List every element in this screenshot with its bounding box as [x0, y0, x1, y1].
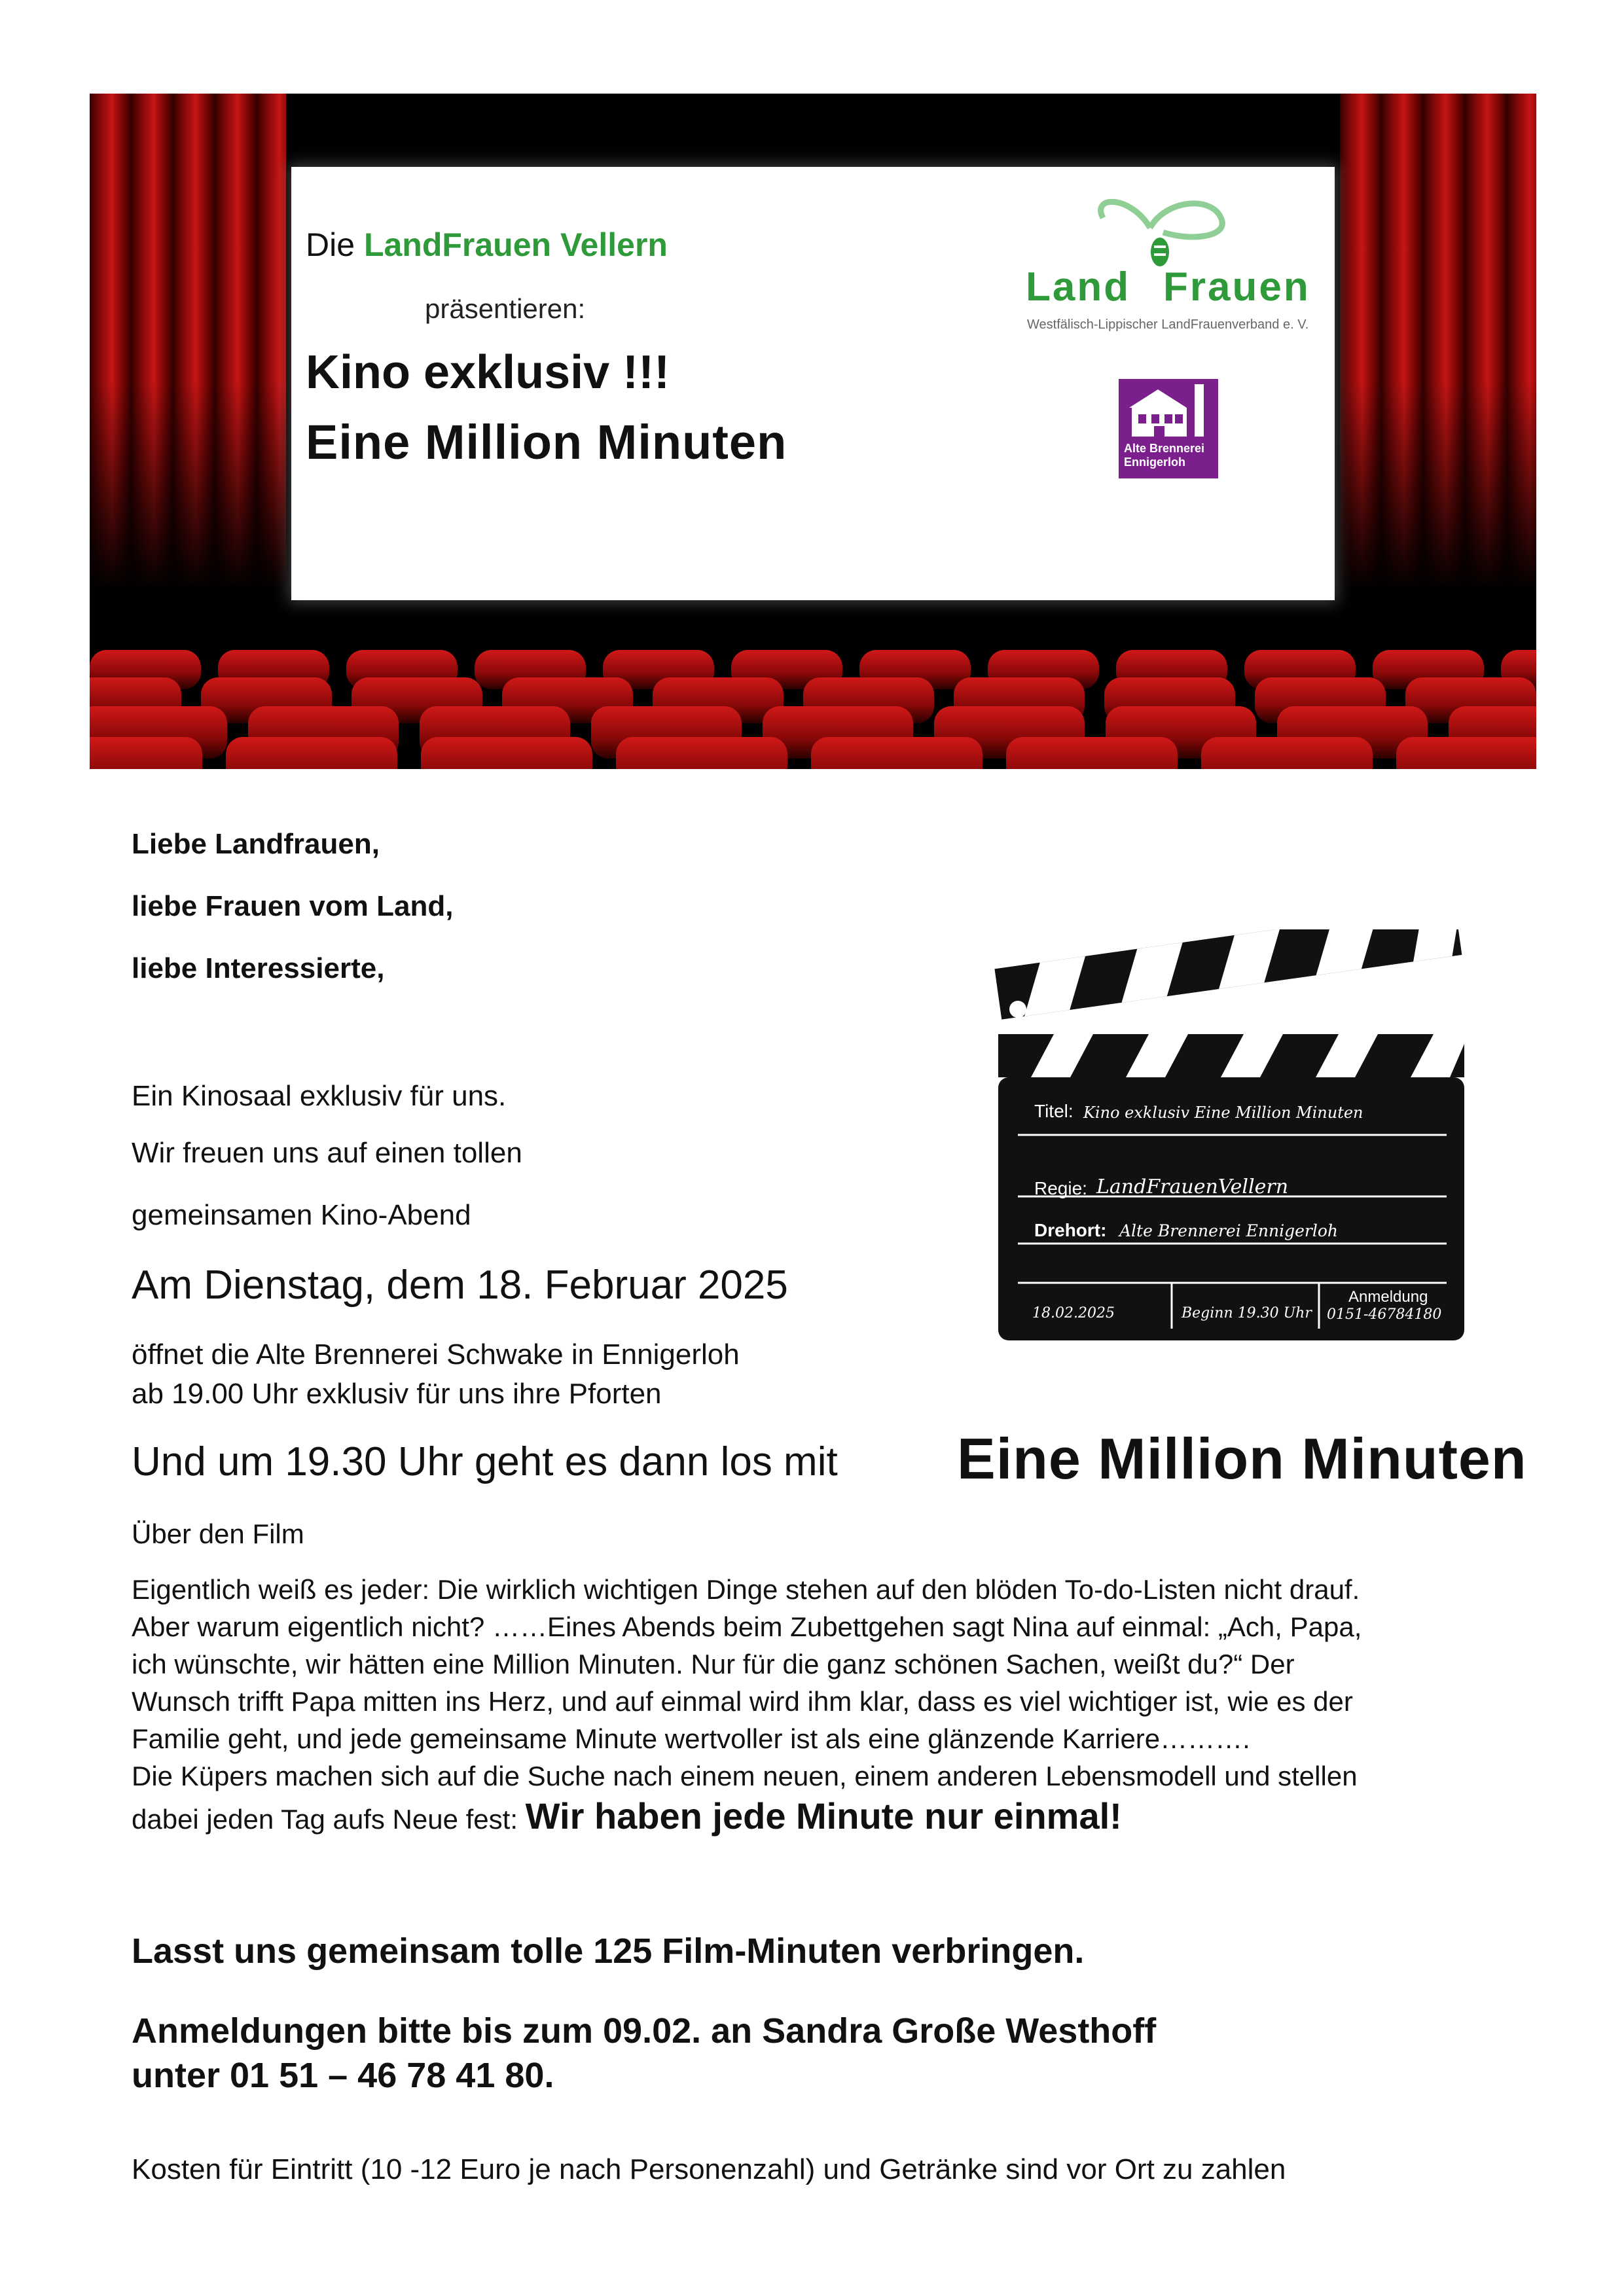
header-prefix: Die: [306, 226, 355, 263]
clap-drehort-value: Alte Brennerei Ennigerloh: [1119, 1221, 1338, 1240]
greeting-line: liebe Frauen vom Land,: [132, 890, 454, 922]
greeting-line: Liebe Landfrauen,: [132, 828, 380, 860]
seat: [90, 737, 202, 769]
seat: [1201, 737, 1373, 769]
event-date: Am Dienstag, dem 18. Februar 2025: [132, 1263, 788, 1308]
about-highlight: Wir haben jede Minute nur einmal!: [525, 1795, 1122, 1837]
header-title: Kino exklusiv !!!: [306, 346, 670, 399]
intro-line: gemeinsamen Kino-Abend: [132, 1199, 471, 1231]
about-line: Wunsch trifft Papa mitten ins Herz, und auf einmal wird ihm klar, dass es viel wichtiger ist, wie es der: [132, 1686, 1353, 1717]
seat: [1396, 737, 1536, 769]
cinema-seats: [90, 552, 1536, 769]
logo-word-land: Land: [1026, 264, 1131, 310]
logo-subtitle: Westfälisch-Lippischer LandFrauenverband e. V.: [1027, 317, 1309, 332]
about-paragraph: [132, 1571, 1519, 1838]
brennerei-text: Alte Brennerei Ennigerloh: [1124, 442, 1205, 469]
header-org-name: LandFrauen Vellern: [363, 226, 668, 263]
brennerei-logo: [1119, 379, 1218, 478]
clap-drehort-label: Drehort:: [1034, 1220, 1107, 1240]
about-line: Die Küpers machen sich auf die Suche nach einem neuen, einem anderen Lebensmodell und stellen: [132, 1761, 1358, 1791]
clap-anmeldung-phone: 0151-46784180: [1327, 1306, 1442, 1323]
bee-icon: [1026, 192, 1314, 270]
closing-phone: unter 01 51 – 46 78 41 80.: [132, 2056, 554, 2095]
curtain-right: [1340, 94, 1536, 591]
curtain-left: [90, 94, 286, 591]
closing-registration: Anmeldungen bitte bis zum 09.02. an Sandra Große Westhoff: [132, 2011, 1157, 2051]
about-last-line: dabei jeden Tag aufs Neue fest: Wir haben jede Minute nur einmal!: [132, 1795, 1122, 1837]
seat: [811, 737, 983, 769]
clap-date: 18.02.2025: [1032, 1305, 1115, 1321]
header-presenter: [306, 226, 668, 264]
clap-titel-value: Kino exklusiv Eine Million Minuten: [1083, 1103, 1363, 1122]
closing-costs: Kosten für Eintritt (10 -12 Euro je nach Personenzahl) und Getränke sind vor Ort zu zahlen: [132, 2153, 1286, 2185]
venue-line: ab 19.00 Uhr exklusiv für uns ihre Pforten: [132, 1378, 662, 1410]
greeting-line: liebe Interessierte,: [132, 952, 385, 984]
intro-line: Ein Kinosaal exklusiv für uns.: [132, 1080, 507, 1112]
about-line: ich wünschte, wir hätten eine Million Minuten. Nur für die ganz schönen Sachen, weißt du?“ Der: [132, 1649, 1295, 1679]
clap-titel-label: Titel:: [1034, 1101, 1074, 1121]
about-heading: Über den Film: [132, 1518, 304, 1549]
venue-line: öffnet die Alte Brennerei Schwake in Ennigerloh: [132, 1338, 740, 1371]
about-line: Aber warum eigentlich nicht? ……Eines Abends beim Zubettgehen sagt Nina auf einmal: „Ach, Papa,: [132, 1611, 1362, 1642]
seat: [616, 737, 787, 769]
clap-beginn: Beginn 19.30 Uhr: [1182, 1305, 1312, 1321]
logo-word-frauen: Frauen: [1163, 264, 1310, 310]
seat: [226, 737, 397, 769]
start-line: Und um 19.30 Uhr geht es dann los mit: [132, 1439, 838, 1484]
clap-regie-label: Regie:: [1034, 1178, 1087, 1198]
building-icon: [1119, 379, 1218, 442]
clapperboard: [992, 929, 1470, 1355]
film-title: Eine Million Minuten: [957, 1426, 1527, 1491]
clap-regie-value: LandFrauenVellern: [1096, 1175, 1289, 1198]
header-film-title: Eine Million Minuten: [306, 415, 787, 469]
about-line: Eigentlich weiß es jeder: Die wirklich wichtigen Dinge stehen auf den blöden To-do-Listen nicht drauf.: [132, 1574, 1360, 1605]
about-line: Familie geht, und jede gemeinsame Minute wertvoller ist als eine glänzende Karriere……….: [132, 1723, 1250, 1754]
intro-line: Wir freuen uns auf einen tollen: [132, 1137, 522, 1169]
seat: [421, 737, 592, 769]
header-presents: präsentieren:: [425, 293, 586, 324]
landfrauen-logo: [1026, 192, 1314, 332]
closing-invite: Lasst uns gemeinsam tolle 125 Film-Minuten verbringen.: [132, 1931, 1085, 1971]
cinema-banner: [90, 94, 1536, 769]
seat: [1006, 737, 1178, 769]
clap-anmeldung-label: Anmeldung: [1348, 1288, 1428, 1306]
